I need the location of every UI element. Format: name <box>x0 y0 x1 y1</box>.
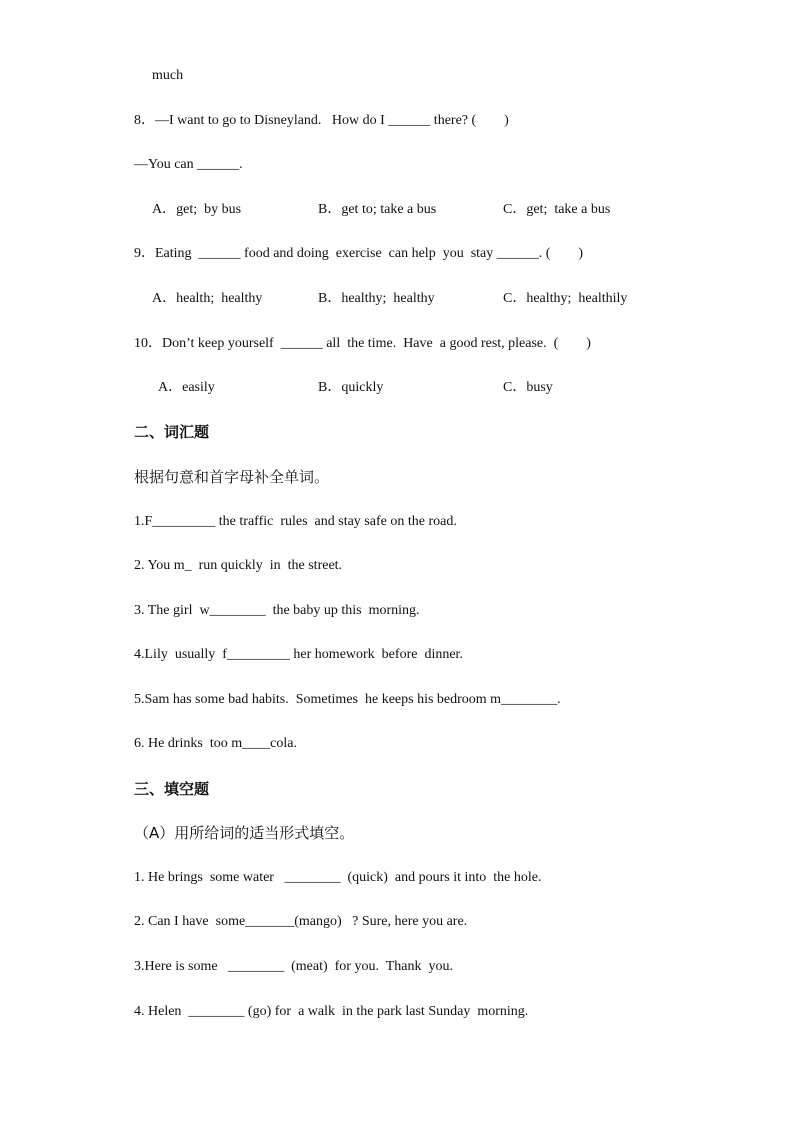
vocab-item-4: 4.Lily usually f_________ her homework before dinner. <box>134 647 463 662</box>
vocab-item-2: 2. You m_ run quickly in the street. <box>134 558 343 573</box>
fill-item-4: 4. Helen ________ (go) for a walk in the park last Sunday morning. <box>134 1004 529 1019</box>
section-3-instruction: （A）用所给词的适当形式填空。 <box>134 824 355 842</box>
continued-option-text: much <box>152 68 184 83</box>
section-2-heading: 二、词汇题 <box>134 423 210 441</box>
question-8: 8．—I want to go to Disneyland. How do I ______ there? ( ) <box>134 113 509 128</box>
question-9-option-c[interactable]: C．healthy; healthily <box>503 291 628 306</box>
fill-item-1: 1. He brings some water ________ (quick) and pours it into the hole. <box>134 870 542 885</box>
vocab-item-5: 5.Sam has some bad habits. Sometimes he keeps his bedroom m________. <box>134 692 561 707</box>
fill-item-3: 3.Here is some ________ (meat) for you. Thank you. <box>134 959 453 974</box>
fill-item-2: 2. Can I have some_______(mango) ? Sure, here you are. <box>134 914 468 929</box>
question-8-option-c[interactable]: C．get; take a bus <box>503 202 611 217</box>
question-10-option-a[interactable]: A．easily <box>158 380 215 395</box>
question-9-option-b[interactable]: B．healthy; healthy <box>318 291 435 306</box>
question-8-option-a[interactable]: A．get; by bus <box>152 202 242 217</box>
vocab-item-3: 3. The girl w________ the baby up this morning. <box>134 603 420 618</box>
question-8-response: —You can ______. <box>134 157 243 172</box>
vocab-item-6: 6. He drinks too m____cola. <box>134 736 297 751</box>
vocab-item-1: 1.F_________ the traffic rules and stay safe on the road. <box>134 514 457 529</box>
section-2-instruction: 根据句意和首字母补全单词。 <box>134 468 330 486</box>
question-9: 9．Eating ______ food and doing exercise can help you stay ______. ( ) <box>134 246 584 261</box>
section-3-heading: 三、填空题 <box>134 780 210 798</box>
question-10-option-b[interactable]: B．quickly <box>318 380 384 395</box>
question-8-option-b[interactable]: B．get to; take a bus <box>318 202 437 217</box>
question-10-option-c[interactable]: C．busy <box>503 380 553 395</box>
question-10: 10．Don’t keep yourself ______ all the time. Have a good rest, please. ( ) <box>134 336 591 351</box>
question-9-option-a[interactable]: A．health; healthy <box>152 291 263 306</box>
